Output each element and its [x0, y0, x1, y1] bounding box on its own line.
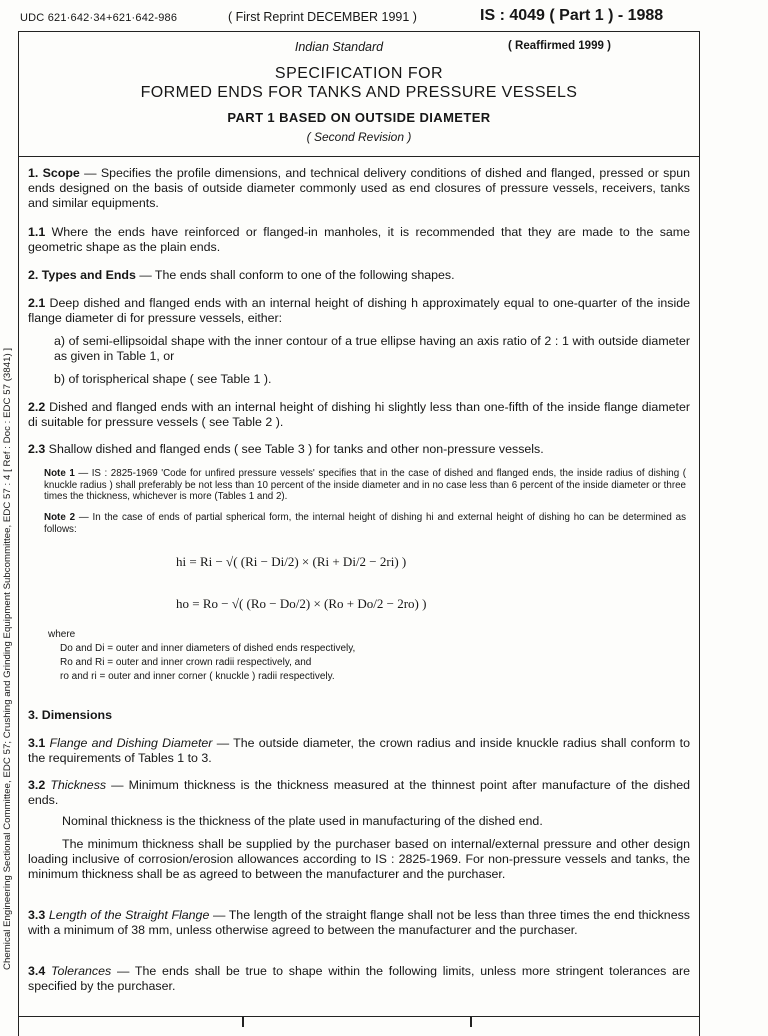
section-title: Thickness	[50, 778, 107, 792]
section-title: Length of the Straight Flange	[48, 908, 210, 922]
section-text: — The ends shall conform to one of the following shapes.	[135, 268, 455, 282]
note-text: — IS : 2825-1969 'Code for unfired pressure vessels' specifies that in the case of dished and flanged ends, the inside radius of dishing ( knuckle radius ) shall preferably be not less than 10 percent of the inside diameter and in no case less than 6 percent of the inside diameter or three times the thickness, whichever is more (Tables 1 and 2).	[44, 468, 686, 502]
revision-label: ( Second Revision )	[306, 130, 412, 144]
section-number: 1.1	[28, 225, 46, 239]
title-block	[18, 31, 700, 157]
udc-code: UDC 621·642·34+621·642-986	[20, 12, 178, 24]
footer-divider	[470, 1017, 472, 1027]
where-line-1: Do and Di = outer and inner diameters of dished ends respectively,	[60, 643, 356, 654]
part-title: PART 1 BASED ON OUTSIDE DIAMETER	[227, 110, 491, 125]
section-text: — Minimum thickness is the thickness measured at the thinnest point after manufacture of the dished ends.	[28, 778, 690, 807]
section-text: Where the ends have reinforced or flanged-in manholes, it is recommended that they are made to the same geometric shape as the plain ends.	[28, 225, 690, 254]
section-number: 2.2	[28, 400, 46, 414]
section-text: — The length of the straight flange shall not be less than three times the end thickness with a minimum of 38 mm, unless otherwise agreed to between the manufacturer and the purchaser.	[28, 908, 690, 937]
section-3-4	[28, 964, 690, 994]
section-2-2	[28, 400, 690, 430]
section-text: — The outside diameter, the crown radius and inside knuckle radius shall conform to the requirements of Tables 1 to 3.	[28, 736, 690, 765]
where-label: where	[48, 629, 76, 640]
section-number: 3.2	[28, 778, 46, 792]
list-item-text: b) of torispherical shape ( see Table 1 ).	[54, 372, 272, 386]
section-heading: 1. Scope	[28, 166, 80, 180]
section-3-2	[28, 778, 690, 808]
section-3-dimensions	[28, 708, 690, 723]
list-item-text: a) of semi-ellipsoidal shape with the inner contour of a true ellipse having an axis ratio of 2 : 1 with outside diameter as given in Table 1, or	[54, 334, 690, 363]
section-1-1	[28, 225, 690, 255]
section-3-3	[28, 908, 690, 938]
section-3-1	[28, 736, 690, 766]
section-number: 3.4	[28, 964, 46, 978]
section-text: Deep dished and flanged ends with an internal height of dishing h approximately equal to one-quarter of the inside flange diameter di for pressure vessels, either:	[28, 296, 690, 325]
title-line-2: FORMED ENDS FOR TANKS AND PRESSURE VESSELS	[140, 84, 578, 101]
section-number: 3.3	[28, 908, 46, 922]
section-title: Flange and Dishing Diameter	[49, 736, 213, 750]
note-heading: Note 2	[44, 512, 76, 523]
page-header	[0, 8, 768, 30]
section-3-2-para-3	[28, 837, 690, 882]
where-line-3: ro and ri = outer and inner corner ( knuckle ) radii respectively.	[60, 671, 335, 682]
side-committee-text	[0, 170, 14, 970]
section-2-types	[28, 268, 690, 283]
reaffirmed-label: ( Reaffirmed 1999 )	[508, 40, 611, 52]
section-text: — The ends shall be true to shape within the following limits, unless more stringent tolerances are specified by the purchaser.	[28, 964, 690, 993]
section-1-scope	[28, 166, 690, 211]
list-item-b	[28, 372, 690, 387]
section-text: Dished and flanged ends with an internal height of dishing hi slightly less than one-fifth of the inside flange diameter di suitable for pressure vessels ( see Table 2 ).	[28, 400, 690, 429]
note-heading: Note 1	[44, 468, 75, 479]
section-number: 3.1	[28, 736, 46, 750]
paragraph-text: Nominal thickness is the thickness of the plate used in manufacturing of the dished end.	[62, 814, 543, 828]
paragraph-text: The minimum thickness shall be supplied by the purchaser based on internal/external pressure and other design loading inclusive of corrosion/erosion allowances according to IS : 2825-1969. For non-pressure vessels and tanks, the minimum thickness shall be as agreed to between the manufacturer and the purchaser.	[28, 837, 690, 881]
standard-number: IS : 4049 ( Part 1 ) - 1988	[480, 7, 664, 24]
section-2-3	[28, 442, 690, 457]
list-item-a	[28, 334, 690, 364]
footer-divider	[242, 1017, 244, 1027]
side-committee-label: Chemical Engineering Sectional Committee, EDC 57; Crushing and Grinding Equipment Subcommittee, EDC 57 : 4 [ Ref : Doc : EDC 57 (3841) ]	[2, 347, 13, 970]
section-heading: 3. Dimensions	[28, 708, 113, 722]
formula-inner-height: hi = Ri − √( (Ri − Di/2) × (Ri + Di/2 − 2ri) )	[176, 554, 407, 569]
section-title: Tolerances	[51, 964, 112, 978]
note-text: — In the case of ends of partial spherical form, the internal height of dishing hi and external height of dishing ho can be determined as follows:	[44, 512, 686, 535]
section-2-1	[28, 296, 690, 326]
section-3-2-para-2	[62, 814, 690, 829]
title-line-1: SPECIFICATION FOR	[274, 65, 444, 82]
note-1	[44, 468, 686, 503]
formula-outer-height: ho = Ro − √( (Ro − Do/2) × (Ro + Do/2 − 2ro) )	[176, 596, 427, 611]
section-number: 2.3	[28, 442, 46, 456]
indian-standard-label: Indian Standard	[294, 40, 384, 54]
section-number: 2.1	[28, 296, 46, 310]
reprint-note: ( First Reprint DECEMBER 1991 )	[228, 10, 417, 24]
section-text: — Specifies the profile dimensions, and technical delivery conditions of dished and flanged, pressed or spun ends designed on the basis of outside diameter commonly used as end closures of pressure vessels, receivers, tanks and similar equipments.	[28, 166, 691, 210]
where-line-2: Ro and Ri = outer and inner crown radii respectively, and	[60, 657, 312, 668]
section-text: Shallow dished and flanged ends ( see Table 3 ) for tanks and other non-pressure vessels.	[45, 442, 544, 456]
note-2	[44, 512, 686, 535]
section-heading: 2. Types and Ends	[28, 268, 136, 282]
